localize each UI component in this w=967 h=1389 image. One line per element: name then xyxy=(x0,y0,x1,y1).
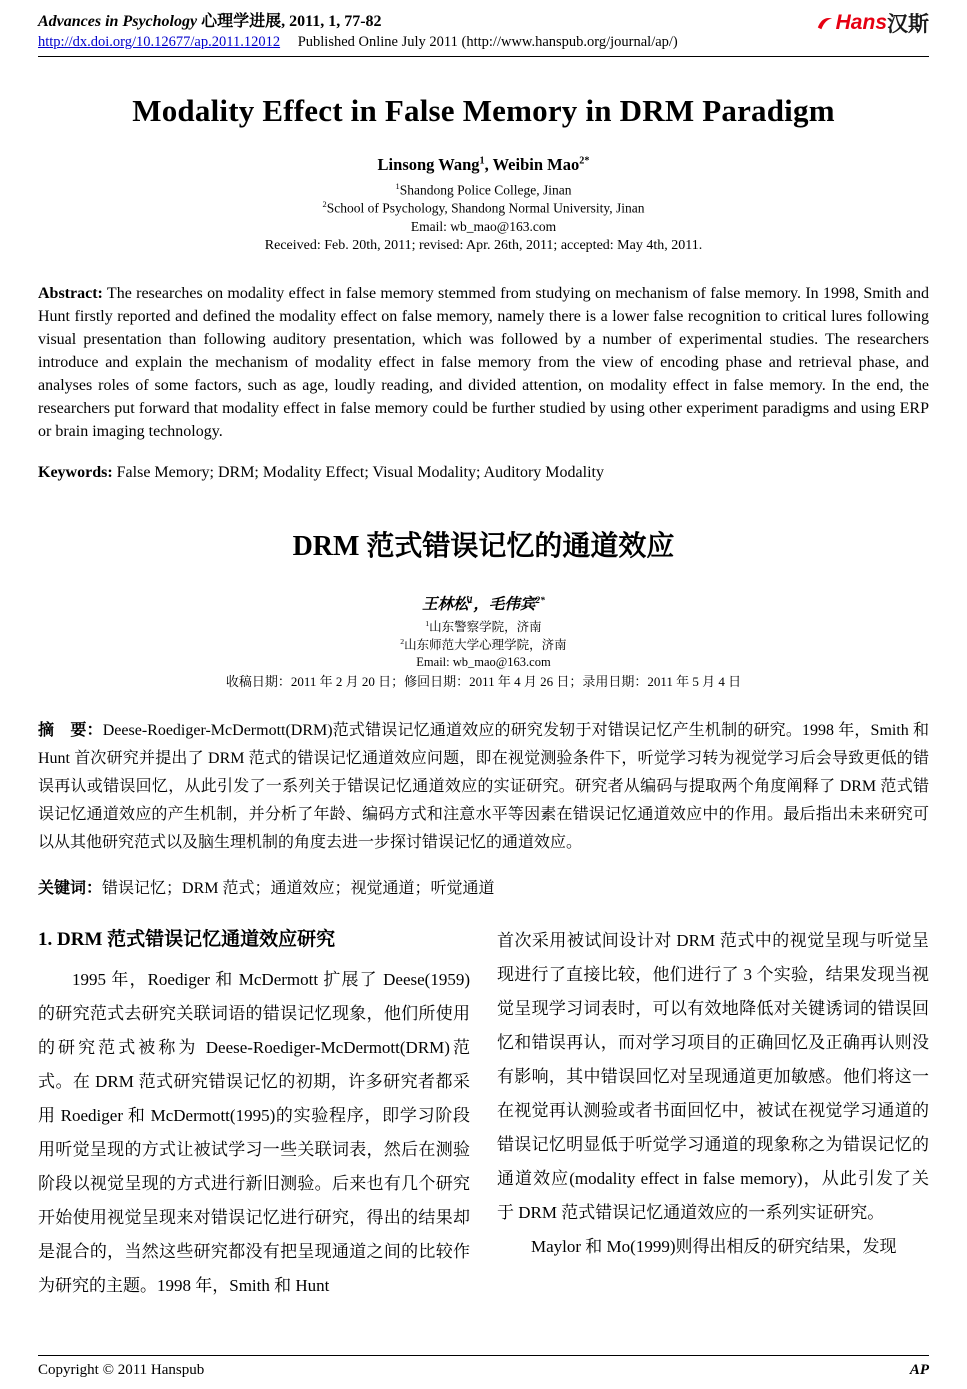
keywords-en xyxy=(38,464,929,482)
affiliations-en xyxy=(38,181,929,256)
author-1-sup-en: 1 xyxy=(479,155,485,167)
right-column xyxy=(497,924,929,1303)
hans-logo-text-en: Hans xyxy=(835,11,887,34)
keywords-label-cn: 关键词： xyxy=(38,880,103,898)
journal-title-en: Advances in Psychology xyxy=(38,13,198,30)
left-column-paragraph: 1995 年，Roediger 和 McDermott 扩展了 Deese(1959)的研究范式去研究关联词语的错误记忆现象，他们所使用的研究范式被称为 Deese-Roediger-McDermott(DRM)范式。在 DRM 范式研究错误记忆的初期，许多研究者都采用 Roediger 和 McDermott(1995)的实验程序，即学习阶段用听觉呈现的方式让被试学习一些关联词表，然后在测验阶段以视觉呈现的方式进行新旧测验。后来也有几个研究开始使用视觉呈现来对错误记忆进行研究，得出的结果却是混合的，当然这些研究都没有把呈现通道之间的比较作为研究的主题。1998 年，Smith 和 Hunt xyxy=(38,970,470,1296)
affiliations-cn xyxy=(38,619,929,691)
journal-abbr: AP xyxy=(909,1362,929,1378)
abstract-label-cn: 摘 要： xyxy=(38,722,103,740)
copyright-notice: Copyright © 2011 Hanspub xyxy=(38,1362,205,1378)
author-1-cn: 王林松 xyxy=(422,596,469,614)
paper-title-en: Modality Effect in False Memory in DRM Paradigm xyxy=(132,93,835,128)
two-column-body xyxy=(38,924,929,1303)
abstract-cn xyxy=(38,717,929,857)
affiliation-1-text-en: Shandong Police College, Jinan xyxy=(399,182,572,198)
affiliation-2-en xyxy=(38,199,929,217)
affiliation-1-en xyxy=(38,181,929,199)
left-column xyxy=(38,924,470,1303)
author-separator-cn: ，毛伟宾 xyxy=(473,596,536,614)
abstract-text-cn: Deese-Roediger-McDermott(DRM)范式错误记忆通道效应的研究发轫于对错误记忆产生机制的研究。1998 年，Smith 和 Hunt 首次研究并提出了 DRM 范式的错误记忆通道效应问题，即在视觉测验条件下，听觉学习转为视觉学习后会导致更低的错误再认或错误回忆，从此引发了一系列关于错误记忆通道效应的实证研究。研究者从编码与提取两个角度阐释了 DRM 范式错误记忆通道效应的产生机制，并分析了年龄、编码方式和注意水平等因素在错误记忆通道效应中的作用。最后指出未来研究可以从其他研究范式以及脑生理机制的角度去进一步探讨错误记忆的通道效应。 xyxy=(38,722,929,852)
affiliation-1-sup-cn: 1 xyxy=(425,619,430,629)
email-line-cn: Email: wb_mao@163.com xyxy=(416,654,551,669)
keywords-label-en: Keywords: xyxy=(38,464,113,482)
authors-cn xyxy=(38,592,929,614)
author-1-sup-cn: 1 xyxy=(468,594,474,606)
journal-title-cn: 心理学进展, 2011, 1, 77-82 xyxy=(201,13,382,30)
hans-logo-text-cn: 汉斯 xyxy=(887,13,929,36)
author-separator-en: , xyxy=(484,155,493,174)
keywords-text-en: False Memory; DRM; Modality Effect; Visual Modality; Auditory Modality xyxy=(116,464,604,482)
affiliation-2-cn xyxy=(38,637,929,654)
journal-title-line xyxy=(38,8,678,31)
affiliation-2-sup-en: 2 xyxy=(322,200,327,210)
affiliation-1-sup-en: 1 xyxy=(395,182,400,191)
affiliation-2-text-en: School of Psychology, Shandong Normal University, Jinan xyxy=(326,200,645,216)
right-column-paragraph-2: Maylor 和 Mo(1999)则得出相反的研究结果，发现 xyxy=(531,1237,897,1257)
hans-logo-mark xyxy=(816,14,834,32)
keywords-text-cn: 错误记忆；DRM 范式；通道效应；视觉通道；听觉通道 xyxy=(102,880,495,898)
hans-logo xyxy=(816,8,929,38)
doi-link[interactable]: http://dx.doi.org/10.12677/ap.2011.12012 xyxy=(38,34,281,50)
header-rule xyxy=(38,56,929,57)
email-line-en: Email: wb_mao@163.com xyxy=(410,218,557,234)
published-note: Published Online July 2011 (http://www.hanspub.org/journal/ap/) xyxy=(297,34,678,50)
affiliation-2-text-cn: 山东师范大学心理学院，济南 xyxy=(404,637,567,652)
author-2-sup-en: 2* xyxy=(579,155,590,167)
abstract-label-en: Abstract: xyxy=(38,284,103,302)
journal-header xyxy=(38,8,929,51)
authors-en xyxy=(38,155,929,175)
dates-line: 收稿日期：2011 年 2 月 20 日；修回日期：2011 年 4 月 26 日；录用日期：2011 年 5 月 4 日 xyxy=(225,674,742,690)
received-line: Received: Feb. 20th, 2011; revised: Apr. 26th, 2011; accepted: May 4th, 2011. xyxy=(264,238,703,254)
journal-info xyxy=(38,8,678,51)
author-2-sup-cn: 2* xyxy=(535,594,545,606)
right-column-paragraph-1: 首次采用被试间设计对 DRM 范式中的视觉呈现与听觉呈现进行了直接比较，他们进行了 3 个实验，结果发现当视觉呈现学习词表时，可以有效地降低对关键诱词的错误回忆和错误再认，而对学习项目的正确回忆及正确再认则没有影响，其中错误回忆对呈现通道更加敏感。他们将这一在视觉再认测验或者书面回忆中，被试在视觉学习通道的错误记忆明显低于听觉学习通道的现象称之为错误记忆的通道效应(modality effect in false memory)，从此引发了关于 DRM 范式错误记忆通道效应的一系列实证研究。 xyxy=(497,931,929,1223)
affiliation-1-text-cn: 山东警察学院，济南 xyxy=(429,620,542,635)
doi-line xyxy=(38,34,678,51)
author-2-en: Weibin Mao xyxy=(492,155,580,174)
paper-title-cn: DRM 范式错误记忆的通道效应 xyxy=(292,531,675,563)
abstract-text-en: The researches on modality effect in false memory stemmed from studying on mechanism of false memory. In 1998, Smith and Hunt firstly reported and defined the modality effect on false memory, namely there is a lower false recognition to critical lures following visual presentation than following auditory presentation, which was followed by a number of experimental studies. The researchers introduce and explain the mechanism of modality effect in false memory from the view of encoding phase and retrieval phase, and analyses roles of some factors, such as age, loudly reading, and divided attention, on modality effect in false memory. In the end, the researchers put forward that modality effect in false memory could be further studied by using other experiment paradigms and using ERP or brain imaging technology. xyxy=(38,284,929,441)
author-1-en: Linsong Wang xyxy=(377,155,480,174)
section-1-heading: 1. DRM 范式错误记忆通道效应研究 xyxy=(38,929,336,951)
affiliation-1-cn xyxy=(38,619,929,636)
affiliation-2-sup-cn: 2 xyxy=(400,636,405,646)
page-footer xyxy=(38,1350,929,1379)
keywords-cn xyxy=(38,875,929,898)
abstract-en xyxy=(38,282,929,443)
